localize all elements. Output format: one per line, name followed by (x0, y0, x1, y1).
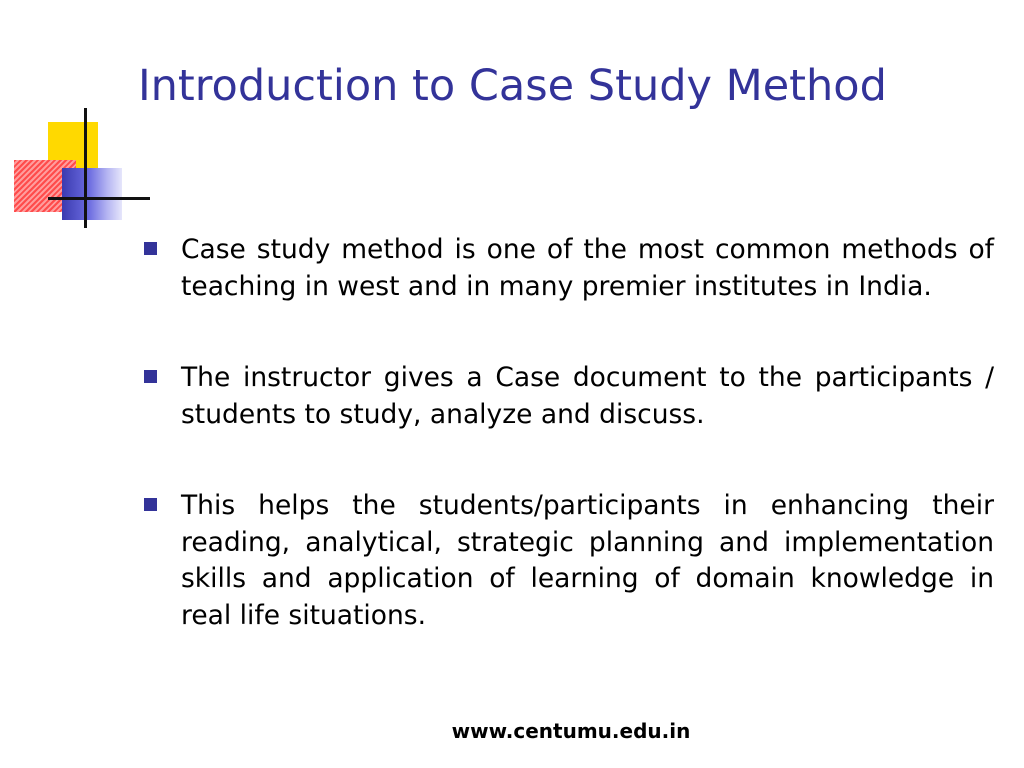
horizontal-line-decoration (48, 197, 150, 200)
square-bullet-icon (144, 370, 157, 383)
square-bullet-icon (144, 498, 157, 511)
bullet-list (144, 232, 994, 634)
blue-gradient-square-decoration (62, 168, 122, 220)
bullet-item (144, 232, 994, 305)
bullet-item (144, 360, 994, 433)
square-bullet-icon (144, 242, 157, 255)
bullet-text: This helps the students/participants in enhancing their reading, analytical, strategic planning and implementation skills and application of learning of domain knowledge in real life situations. (181, 490, 994, 631)
slide-title: Introduction to Case Study Method (138, 61, 887, 111)
corner-decoration (0, 0, 150, 240)
footer-website: www.centumu.edu.in (451, 719, 691, 743)
bullet-item (144, 488, 994, 634)
bullet-text: The instructor gives a Case document to the participants / students to study, analyze and discuss. (181, 362, 994, 430)
bullet-text: Case study method is one of the most common methods of teaching in west and in many premier institutes in India. (181, 234, 994, 302)
vertical-line-decoration (84, 108, 87, 228)
